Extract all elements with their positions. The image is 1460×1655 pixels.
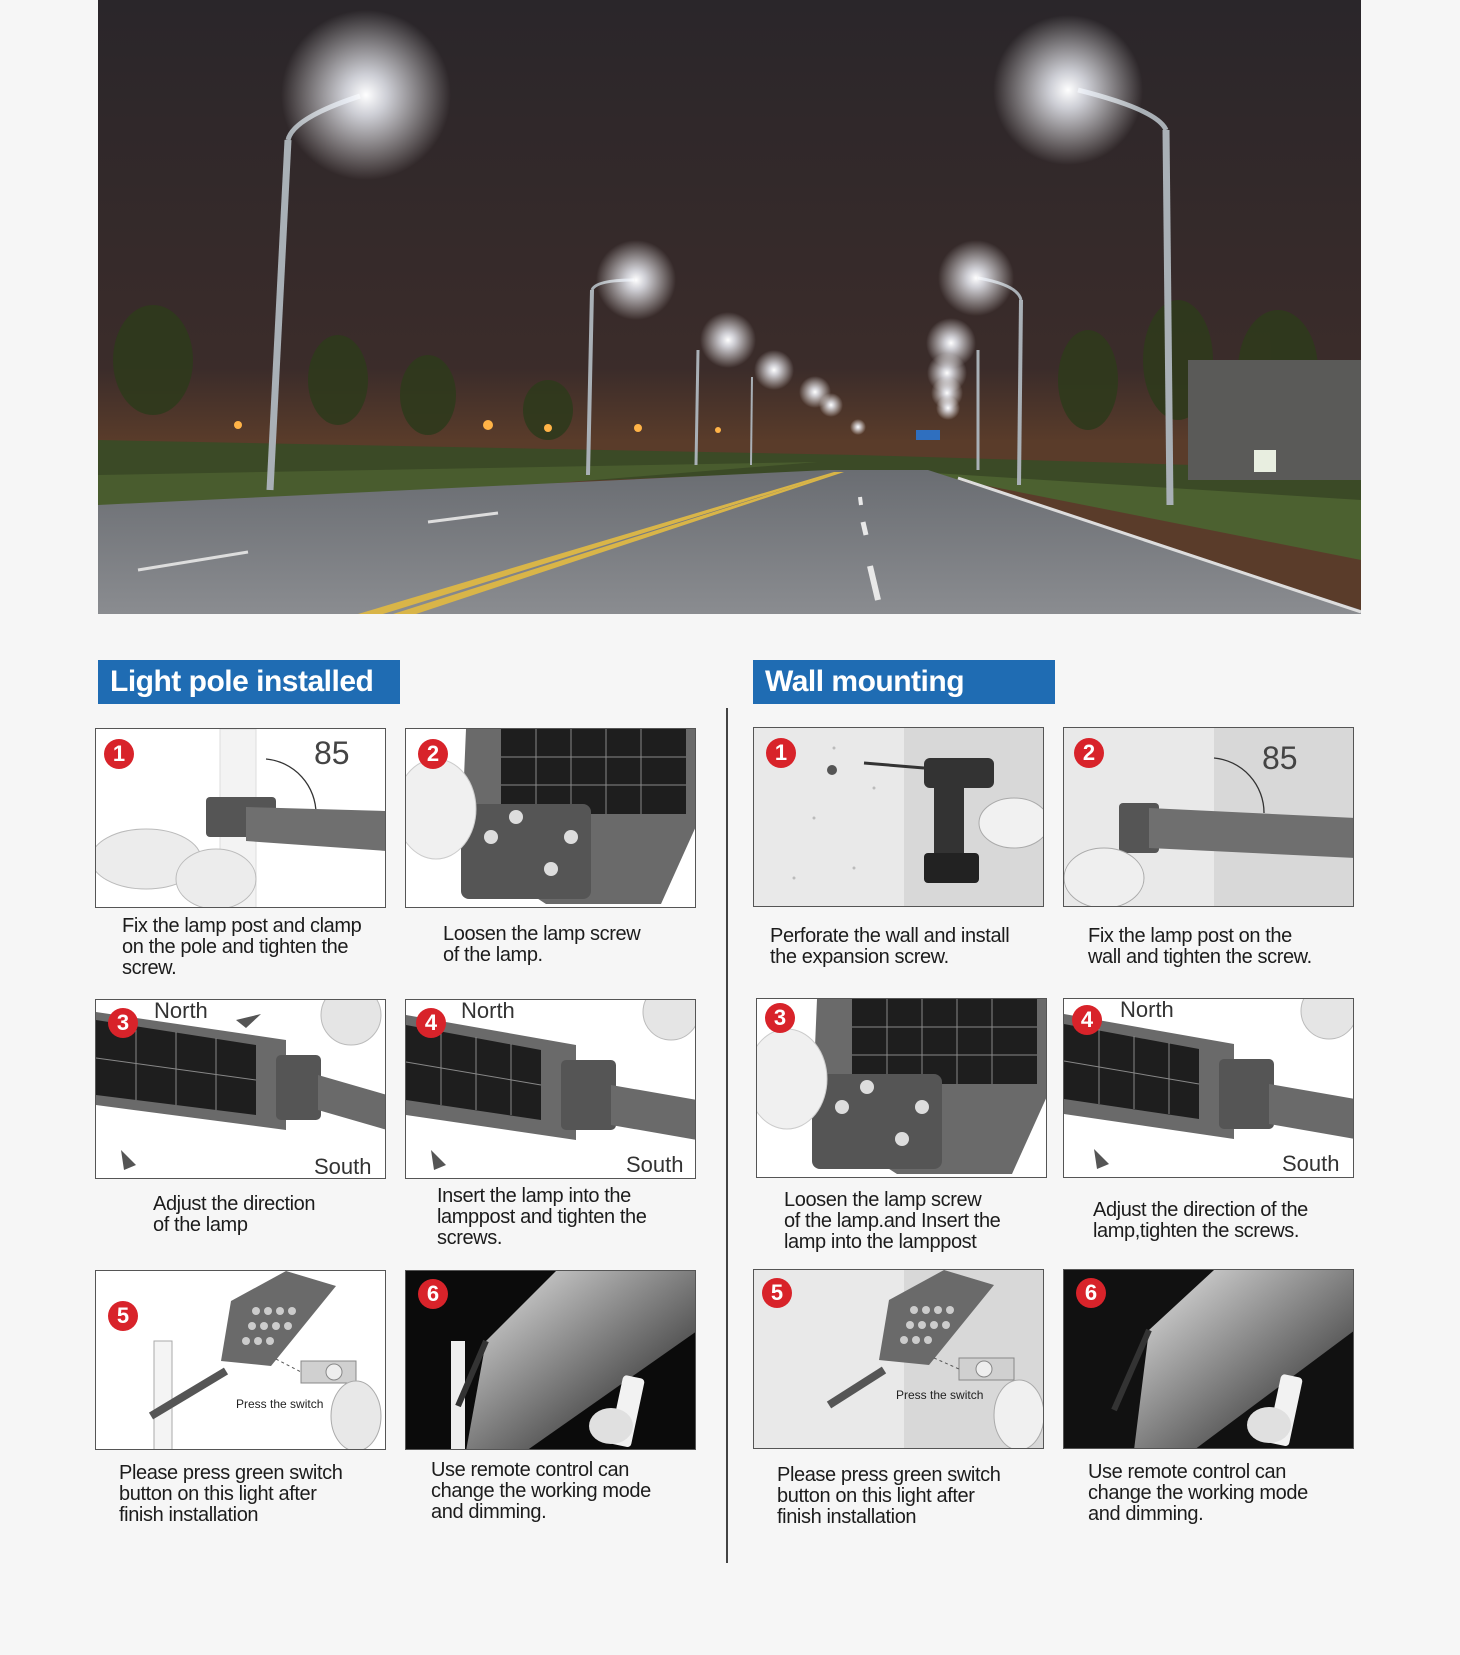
- step-number-badge: 6: [1076, 1278, 1106, 1308]
- right-step-5-image: [753, 1269, 1044, 1449]
- north-label: North: [1120, 998, 1174, 1022]
- step-number-badge: 5: [762, 1278, 792, 1308]
- step-number-badge: 1: [104, 739, 134, 769]
- left-step-3-caption: Adjust the direction of the lamp: [153, 1193, 316, 1236]
- right-step-5-caption: Please press green switch button on this light after finish installation: [777, 1464, 1001, 1528]
- wall-mounting-heading: Wall mounting: [753, 660, 1055, 704]
- south-label: South: [314, 1154, 372, 1179]
- left-step-5-caption: Please press green switch button on this light after finish installation: [119, 1462, 343, 1526]
- right-step-1-caption: Perforate the wall and install the expansion screw.: [770, 925, 1010, 968]
- step-number-badge: 2: [1074, 738, 1104, 768]
- step-number-badge: 1: [766, 738, 796, 768]
- right-step-3-caption: Loosen the lamp screw of the lamp.and Insert the lamp into the lamppost: [784, 1189, 1001, 1253]
- south-label: South: [1282, 1151, 1340, 1176]
- step-number-badge: 3: [765, 1003, 795, 1033]
- right-step-2-image: [1063, 727, 1354, 907]
- left-step-5-image: [95, 1270, 386, 1450]
- hero-street-photo: [98, 0, 1361, 614]
- left-step-6-caption: Use remote control can change the working mode and dimming.: [431, 1459, 651, 1523]
- step-number-badge: 4: [416, 1008, 446, 1038]
- left-step-1-caption: Fix the lamp post and clamp on the pole and tighten the screw.: [122, 915, 362, 979]
- left-step-2-image: [405, 728, 696, 908]
- step-number-badge: 2: [418, 739, 448, 769]
- step-number-badge: 4: [1072, 1005, 1102, 1035]
- right-step-6-caption: Use remote control can change the working mode and dimming.: [1088, 1461, 1308, 1525]
- left-step-1-image: [95, 728, 386, 908]
- right-step-2-caption: Fix the lamp post on the wall and tighten the screw.: [1088, 925, 1312, 968]
- right-step-1-image: [753, 727, 1044, 907]
- left-step-2-caption: Loosen the lamp screw of the lamp.: [443, 923, 641, 966]
- north-label: North: [154, 999, 208, 1023]
- press-switch-label: Press the switch: [236, 1397, 324, 1411]
- light-pole-heading: Light pole installed: [98, 660, 400, 704]
- right-step-3-image: [756, 998, 1047, 1178]
- section-divider: [726, 708, 728, 1563]
- right-step-4-caption: Adjust the direction of the lamp,tighten the screws.: [1093, 1199, 1308, 1242]
- angle-label: 85: [314, 735, 350, 771]
- left-step-4-caption: Insert the lamp into the lamppost and tighten the screws.: [437, 1185, 647, 1249]
- angle-label: 85: [1262, 740, 1298, 776]
- left-step-4-image: [405, 999, 696, 1179]
- north-label: North: [461, 999, 515, 1023]
- right-step-6-image: [1063, 1269, 1354, 1449]
- right-step-4-image: [1063, 998, 1354, 1178]
- press-switch-label: Press the switch: [896, 1388, 984, 1402]
- step-number-badge: 5: [108, 1301, 138, 1331]
- step-number-badge: 6: [418, 1279, 448, 1309]
- step-number-badge: 3: [108, 1008, 138, 1038]
- left-step-6-image: [405, 1270, 696, 1450]
- left-step-3-image: [95, 999, 386, 1179]
- south-label: South: [626, 1152, 684, 1177]
